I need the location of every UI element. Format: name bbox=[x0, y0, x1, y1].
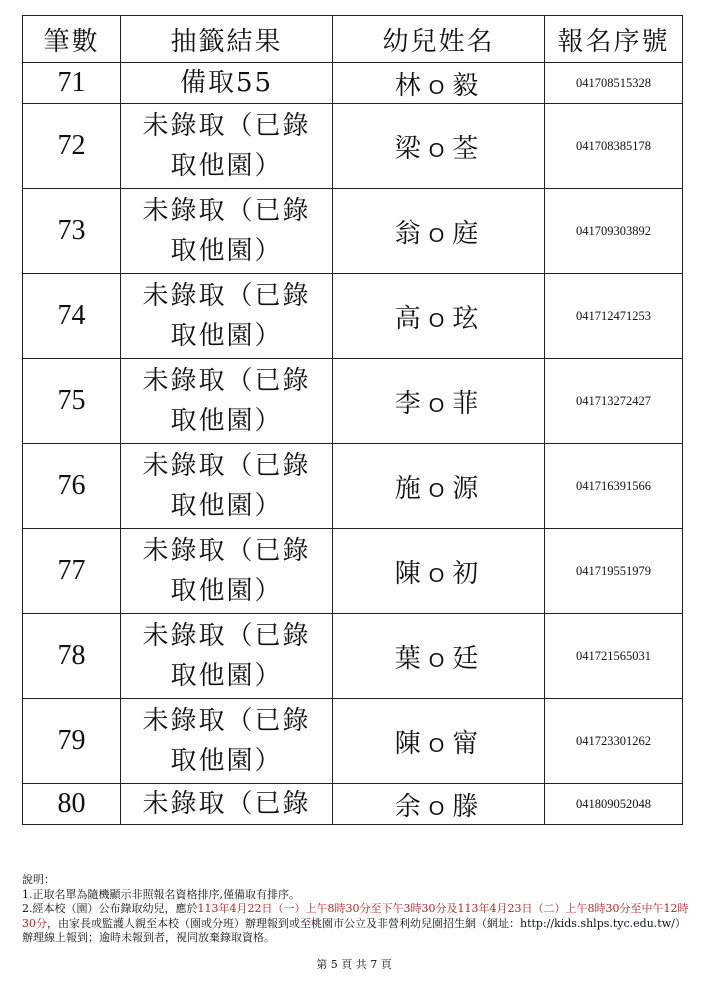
child-name-mask: O bbox=[428, 224, 449, 247]
child-surname: 翁 bbox=[394, 218, 425, 249]
notes-line-2-intro: 2.經本校（園）公布錄取幼兒，應於 bbox=[22, 902, 198, 915]
child-given-name: 菲 bbox=[452, 388, 483, 419]
lottery-result-line-1: 未錄取（已錄 bbox=[142, 366, 311, 396]
child-surname: 陳 bbox=[394, 728, 425, 759]
lottery-result bbox=[121, 104, 333, 189]
notes-line-2 bbox=[22, 902, 690, 946]
child-name-mask: O bbox=[428, 479, 449, 502]
child-surname: 李 bbox=[394, 388, 425, 419]
child-name-mask: O bbox=[428, 76, 449, 99]
child-name-mask: O bbox=[428, 649, 449, 672]
lottery-result-line-1: 未錄取（已錄 bbox=[142, 111, 311, 141]
enrollment-table bbox=[22, 15, 683, 825]
row-number: 72 bbox=[23, 104, 121, 189]
lottery-result bbox=[121, 529, 333, 614]
child-name-mask: O bbox=[428, 139, 449, 162]
lottery-result bbox=[121, 63, 333, 104]
child-given-name: 廷 bbox=[452, 643, 483, 674]
page-number: 第 5 頁 共 7 頁 bbox=[316, 958, 392, 971]
child-given-name: 荃 bbox=[452, 133, 483, 164]
header-result: 抽籤結果 bbox=[121, 16, 333, 63]
notes-line-2-deadline: 113年4月22日（一）上午8時30分至下午3時30分及113年4月23日（二）上午8時30分至中午12時30分 bbox=[22, 902, 689, 930]
child-surname: 高 bbox=[394, 303, 425, 334]
registration-serial: 041712471253 bbox=[545, 274, 683, 359]
row-number: 75 bbox=[23, 359, 121, 444]
lottery-result bbox=[121, 189, 333, 274]
lottery-result-line-2: 取他園） bbox=[170, 151, 283, 181]
child-name bbox=[333, 359, 545, 444]
child-surname: 施 bbox=[394, 473, 425, 504]
header-child-name: 幼兒姓名 bbox=[333, 16, 545, 63]
registration-serial: 041809052048 bbox=[545, 784, 683, 825]
table-row bbox=[23, 444, 683, 529]
lottery-result bbox=[121, 699, 333, 784]
registration-serial: 041719551979 bbox=[545, 529, 683, 614]
row-number: 76 bbox=[23, 444, 121, 529]
registration-serial: 041716391566 bbox=[545, 444, 683, 529]
header-serial: 報名序號 bbox=[545, 16, 683, 63]
child-name-mask: O bbox=[428, 564, 449, 587]
lottery-result-line-1: 未錄取（已錄 bbox=[142, 706, 311, 736]
row-number: 71 bbox=[23, 63, 121, 104]
child-name bbox=[333, 529, 545, 614]
child-given-name: 源 bbox=[452, 473, 483, 504]
lottery-result bbox=[121, 274, 333, 359]
table-row bbox=[23, 359, 683, 444]
child-name-mask: O bbox=[428, 797, 449, 820]
lottery-result bbox=[121, 614, 333, 699]
child-name bbox=[333, 699, 545, 784]
lottery-result-line-2: 取他園） bbox=[170, 661, 283, 691]
table-row bbox=[23, 189, 683, 274]
child-surname: 梁 bbox=[394, 133, 425, 164]
row-number: 77 bbox=[23, 529, 121, 614]
child-name bbox=[333, 104, 545, 189]
row-number: 73 bbox=[23, 189, 121, 274]
lottery-result-line-2: 取他園） bbox=[170, 236, 283, 266]
child-name bbox=[333, 444, 545, 529]
notes-line-2-instructions: ，由家長或監護人親至本校（園或分班）辦理報到或至桃園市公立及非營利幼兒園招生網（網址：http://kids.shlps.tyc.edu.tw/）辦理線上報到；逾時未報到者，視同放棄錄取資格。 bbox=[22, 916, 686, 944]
child-name-mask: O bbox=[428, 734, 449, 757]
lottery-result-line-1: 未錄取（已錄 bbox=[142, 536, 311, 566]
child-surname: 余 bbox=[394, 791, 425, 822]
table-row bbox=[23, 274, 683, 359]
lottery-result-line-1: 未錄取（已錄 bbox=[142, 196, 311, 226]
table-header-row bbox=[23, 16, 683, 63]
registration-serial: 041721565031 bbox=[545, 614, 683, 699]
child-name-mask: O bbox=[428, 309, 449, 332]
lottery-result-line-1: 未錄取（已錄 bbox=[142, 621, 311, 651]
child-name bbox=[333, 63, 545, 104]
child-given-name: 滕 bbox=[452, 791, 483, 822]
notes-line-1: 1.正取名單為隨機顯示非照報名資格排序,僅備取有排序。 bbox=[22, 887, 300, 901]
child-surname: 林 bbox=[394, 70, 425, 101]
lottery-result-line-1: 未錄取（已錄 bbox=[142, 789, 311, 819]
lottery-result-line-2: 取他園） bbox=[170, 406, 283, 436]
registration-serial: 041708515328 bbox=[545, 63, 683, 104]
table-row bbox=[23, 784, 683, 825]
child-name bbox=[333, 189, 545, 274]
lottery-result-line-2: 取他園） bbox=[170, 321, 283, 351]
lottery-result-line-1: 備取55 bbox=[179, 68, 274, 98]
child-name bbox=[333, 784, 545, 825]
table-row bbox=[23, 529, 683, 614]
registration-serial: 041713272427 bbox=[545, 359, 683, 444]
lottery-result bbox=[121, 444, 333, 529]
child-given-name: 庭 bbox=[452, 218, 483, 249]
lottery-result bbox=[121, 359, 333, 444]
lottery-result-line-1: 未錄取（已錄 bbox=[142, 281, 311, 311]
lottery-result-line-2: 取他園） bbox=[170, 576, 283, 606]
child-given-name: 甯 bbox=[452, 728, 483, 759]
notes-section bbox=[22, 873, 690, 946]
lottery-result-line-2: 取他園） bbox=[170, 491, 283, 521]
lottery-result-line-1: 未錄取（已錄 bbox=[142, 451, 311, 481]
lottery-result-line-2: 取他園） bbox=[170, 746, 283, 776]
row-number: 78 bbox=[23, 614, 121, 699]
notes-heading: 說明： bbox=[22, 873, 55, 886]
lottery-result bbox=[121, 784, 333, 825]
row-number: 74 bbox=[23, 274, 121, 359]
child-surname: 葉 bbox=[394, 643, 425, 674]
child-name bbox=[333, 614, 545, 699]
header-count: 筆數 bbox=[23, 16, 121, 63]
table-row bbox=[23, 614, 683, 699]
child-given-name: 毅 bbox=[452, 70, 483, 101]
child-given-name: 玹 bbox=[452, 303, 483, 334]
registration-serial: 041723301262 bbox=[545, 699, 683, 784]
child-surname: 陳 bbox=[394, 558, 425, 589]
row-number: 80 bbox=[23, 784, 121, 825]
table-row bbox=[23, 104, 683, 189]
table-row bbox=[23, 699, 683, 784]
registration-serial: 041709303892 bbox=[545, 189, 683, 274]
table-row bbox=[23, 63, 683, 104]
child-name-mask: O bbox=[428, 394, 449, 417]
registration-serial: 041708385178 bbox=[545, 104, 683, 189]
child-name bbox=[333, 274, 545, 359]
row-number: 79 bbox=[23, 699, 121, 784]
child-given-name: 初 bbox=[452, 558, 483, 589]
